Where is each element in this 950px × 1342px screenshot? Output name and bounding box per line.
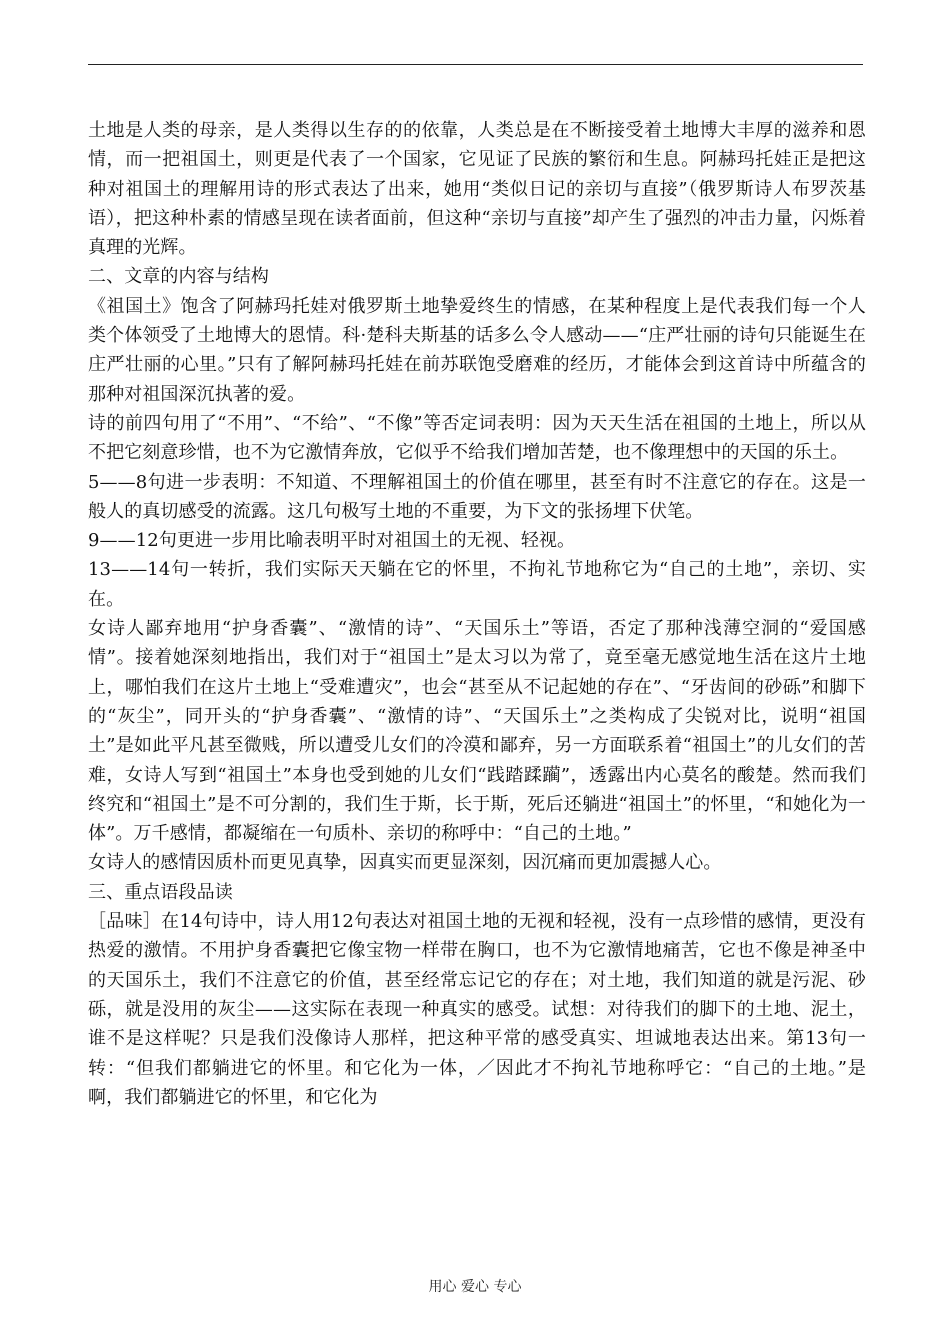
paragraph-analysis: 女诗人鄙弃地用“护身香囊”、“激情的诗”、“天国乐土”等语，否定了那种浅薄空洞的“爱国感情”。接着她深刻地指出，我们对于“祖国土”是太习以为常了，竟至毫无感觉地生活在这片土地上，哪怕我们在这片土地上“受难遭灾”，也会“甚至从不记起她的存在”、“牙齿间的砂砾”和脚下的“灰尘”，同开头的“护身香囊”、“激情的诗”、“天国乐土”之类构成了尖锐对比，说明“祖国土”是如此平凡甚至微贱，所以遭受儿女们的冷漠和鄙弃，另一方面联系着“祖国土”的儿女们的苦难，女诗人写到“祖国土”本身也受到她的儿女们“践踏蹂躏”，透露出内心莫名的酸楚。然而我们终究和“祖国土”是不可分割的，我们生于斯，长于斯，死后还躺进“祖国土”的怀里，“和她化为一体”。万千感情，都凝缩在一句质朴、亲切的称呼中：“自己的土地。”	[88, 618, 866, 845]
paragraph-lines-5-8: 5——8句进一步表明：不知道、不理解祖国土的价值在哪里，甚至有时不注意它的存在。这是一般人的真切感受的流露。这几句极写土地的不重要，为下文的张扬埋下伏笔。	[88, 471, 866, 522]
section-heading-key-passage: 三、重点语段品读	[88, 881, 233, 903]
document-body	[88, 116, 866, 1112]
paragraph-lines-9-12: 9——12句更进一步用比喻表明平时对祖国土的无视、轻视。	[88, 530, 576, 552]
paragraph-lines-13-14: 13——14句一转折，我们实际天天躺在它的怀里，不拘礼节地称它为“自己的土地”，亲切、实在。	[88, 559, 866, 610]
page-footer: 用心 爱心 专心	[428, 1279, 522, 1295]
paragraph-appreciation: ［品味］在14句诗中，诗人用12句表达对祖国土地的无视和轻视，没有一点珍惜的感情，更没有热爱的激情。不用护身香囊把它像宝物一样带在胸口，也不为它激情地痛苦，它也不像是神圣中的天国乐土，我们不注意它的价值，甚至经常忘记它的存在；对土地，我们知道的就是污泥、砂砾，就是没用的灰尘——这实际在表现一种真实的感受。试想：对待我们的脚下的土地、泥土，谁不是这样呢？只是我们没像诗人那样，把这种平常的感受真实、坦诚地表达出来。第13句一转：“但我们都躺进它的怀里。和它化为一体，／因此才不拘礼节地称呼它：“自己的土地。”是啊，我们都躺进它的怀里，和它化为	[88, 911, 866, 1108]
paragraph-summary: 女诗人的感情因质朴而更见真挚，因真实而更显深刻，因沉痛而更加震撼人心。	[88, 852, 722, 874]
paragraph-lines-1-4: 诗的前四句用了“不用”、“不给”、“不像”等否定词表明：因为天天生活在祖国的土地上，所以从不把它刻意珍惜，也不为它激情奔放，它似乎不给我们增加苦楚，也不像理想中的天国的乐土。	[88, 412, 866, 464]
paragraph-intro: 土地是人类的母亲，是人类得以生存的的依靠，人类总是在不断接受着土地博大丰厚的滋养和恩情，而一把祖国土，则更是代表了一个国家，它见证了民族的繁衍和生息。阿赫玛托娃正是把这种对祖国土的理解用诗的形式表达了出来，她用“类似日记的亲切与直接”（俄罗斯诗人布罗茨基语），把这种朴素的情感呈现在读者面前，但这种“亲切与直接”却产生了强烈的冲击力量，闪烁着真理的光辉。	[88, 120, 866, 259]
paragraph-poem-overview: 《祖国土》饱含了阿赫玛托娃对俄罗斯土地挚爱终生的情感，在某种程度上是代表我们每一个人类个体领受了土地博大的恩情。科·楚科夫斯基的话多么令人感动——“庄严壮丽的诗句只能诞生在庄严壮丽的心里。”只有了解阿赫玛托娃在前苏联饱受磨难的经历，才能体会到这首诗中所蕴含的那种对祖国深沉执著的爱。	[88, 295, 866, 405]
header-rule	[88, 64, 863, 65]
section-heading-content-structure: 二、文章的内容与结构	[88, 266, 269, 288]
